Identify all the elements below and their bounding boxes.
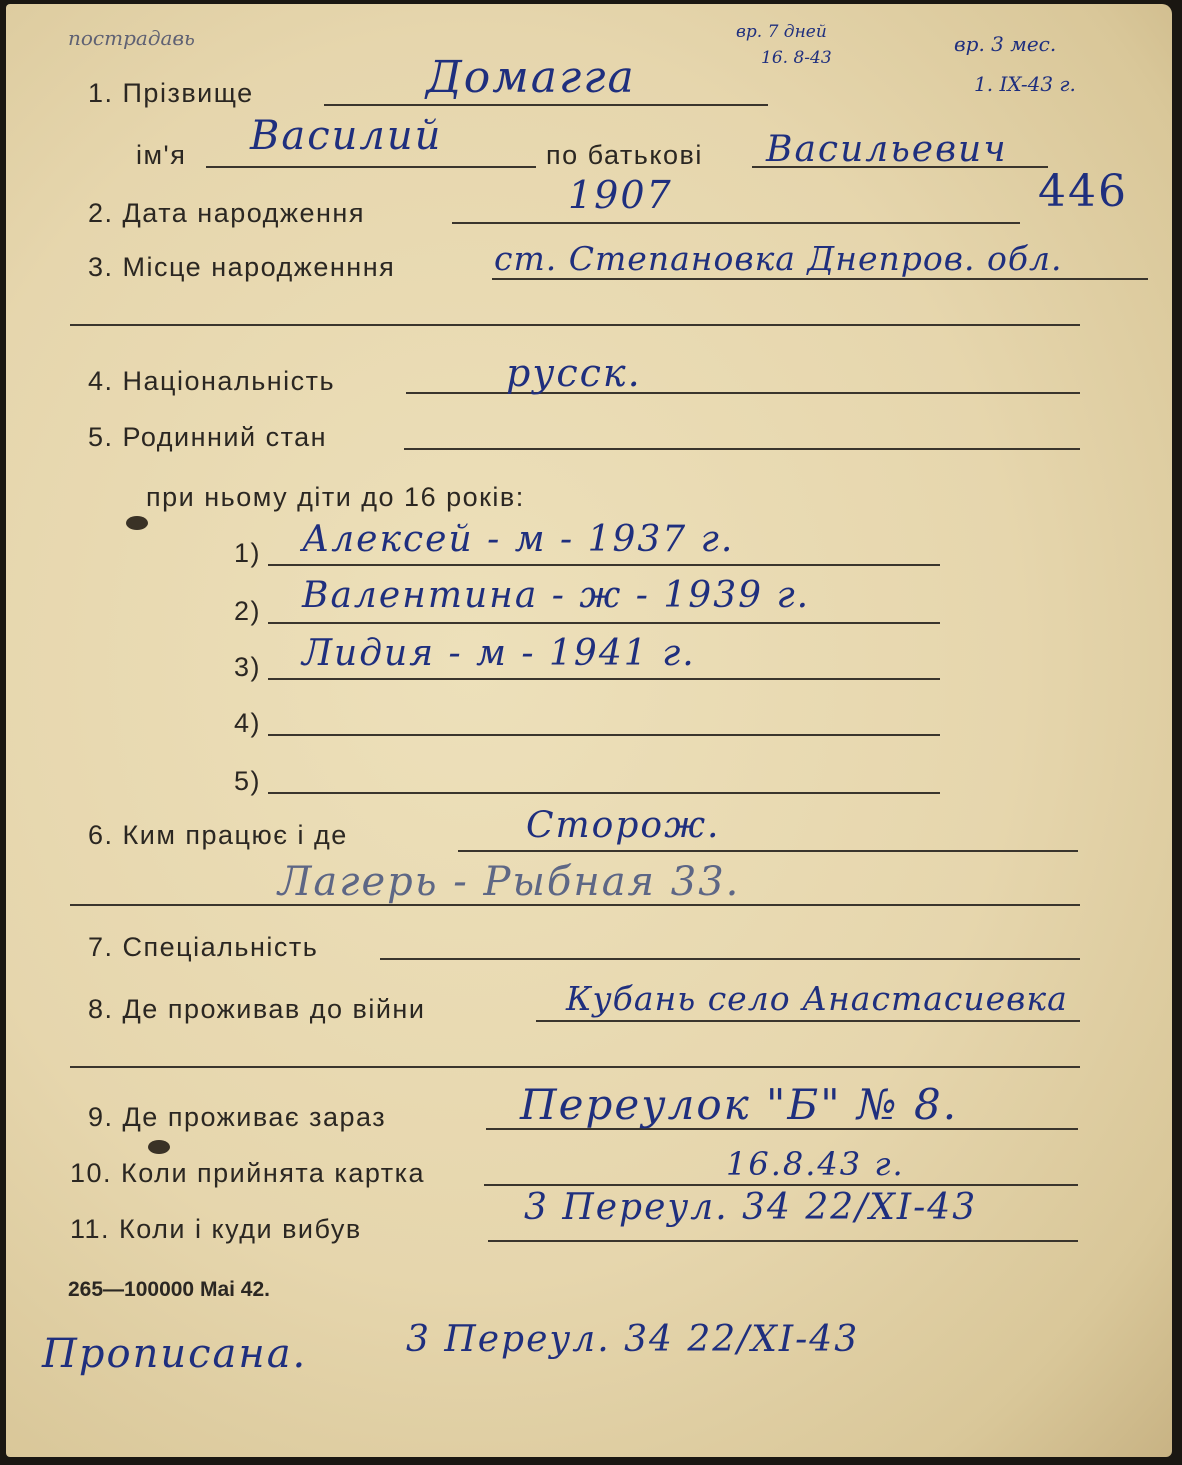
birth-place-value: ст. Степановка Днепров. обл. xyxy=(494,239,1063,278)
field-8-line-2 xyxy=(70,1066,1080,1068)
prewar-residence-value: Кубань село Анастасиевка xyxy=(566,979,1068,1018)
field-9-label: 9. Де проживає зараз xyxy=(88,1102,387,1132)
field-1-patronymic-label: по батькові xyxy=(546,140,703,170)
child-line-2 xyxy=(268,622,940,624)
child-num-4: 4) xyxy=(234,708,262,738)
top-left-note: пострадавь xyxy=(68,26,195,50)
field-4-label: 4. Національність xyxy=(88,366,336,396)
field-8-label: 8. Де проживав до війни xyxy=(88,994,426,1024)
bottom-note-1: Прописана. xyxy=(42,1331,308,1377)
top-note-1-line2: 16. 8-43 xyxy=(761,48,832,68)
child-line-4 xyxy=(268,734,940,736)
field-3-line xyxy=(492,278,1148,280)
punch-hole xyxy=(148,1140,170,1154)
bottom-note-2: 3 Переул. 34 22/XI-43 xyxy=(406,1319,860,1360)
field-1-line xyxy=(324,104,768,106)
nationality-value: русск. xyxy=(506,351,642,395)
field-10-line xyxy=(484,1184,1078,1186)
name-line xyxy=(206,166,536,168)
child-line-5 xyxy=(268,792,940,794)
child-2-value: Валентина - ж - 1939 г. xyxy=(302,575,811,616)
work-value-2: Лагерь - Рыбная 33. xyxy=(278,859,741,905)
patronymic-value: Васильевич xyxy=(766,129,1008,170)
field-1-label: 1. Прізвище xyxy=(88,78,254,108)
field-5-label: 5. Родинний стан xyxy=(88,422,328,452)
field-5-children-label: при ньому діти до 16 років: xyxy=(146,482,525,512)
current-residence-value: Переулок "Б" № 8. xyxy=(520,1080,959,1129)
card-accepted-value: 16.8.43 г. xyxy=(726,1145,905,1183)
surname-value: Домагга xyxy=(426,52,636,103)
field-3-label: 3. Місце народженння xyxy=(88,252,396,282)
child-1-value: Алексей - м - 1937 г. xyxy=(302,519,735,560)
child-num-5: 5) xyxy=(234,766,262,796)
child-3-value: Лидия - м - 1941 г. xyxy=(302,633,696,674)
birth-year-value: 1907 xyxy=(568,173,673,217)
field-6-line xyxy=(458,850,1078,852)
first-name-value: Василий xyxy=(250,113,443,159)
departed-value: 3 Переул. 34 22/XI-43 xyxy=(524,1187,978,1228)
card-number: 446 xyxy=(1038,166,1128,217)
print-code: 265—100000 Mai 42. xyxy=(68,1278,270,1301)
field-2-label: 2. Дата народження xyxy=(88,198,365,228)
child-num-2: 2) xyxy=(234,596,262,626)
child-num-3: 3) xyxy=(234,652,262,682)
field-7-label: 7. Спеціальність xyxy=(88,932,319,962)
child-num-1: 1) xyxy=(234,538,262,568)
punch-hole xyxy=(126,516,148,530)
child-line-1 xyxy=(268,564,940,566)
field-11-line xyxy=(488,1240,1078,1242)
top-note-2-line1: вр. 3 мес. xyxy=(954,32,1057,56)
field-3-line-2 xyxy=(70,324,1080,326)
child-line-3 xyxy=(268,678,940,680)
registration-card xyxy=(6,4,1172,1457)
field-7-line xyxy=(380,958,1080,960)
work-value-1: Сторож. xyxy=(526,805,721,846)
field-2-line xyxy=(452,222,1020,224)
field-1-name-label: ім'я xyxy=(136,140,187,170)
top-note-2-line2: 1. IX-43 г. xyxy=(974,72,1076,96)
field-8-line xyxy=(536,1020,1080,1022)
field-6-label: 6. Ким працює і де xyxy=(88,820,348,850)
top-note-1-line1: вр. 7 дней xyxy=(736,22,827,42)
field-10-label: 10. Коли прийнята картка xyxy=(70,1158,426,1188)
field-5-line xyxy=(404,448,1080,450)
field-11-label: 11. Коли і куди вибув xyxy=(70,1214,362,1244)
